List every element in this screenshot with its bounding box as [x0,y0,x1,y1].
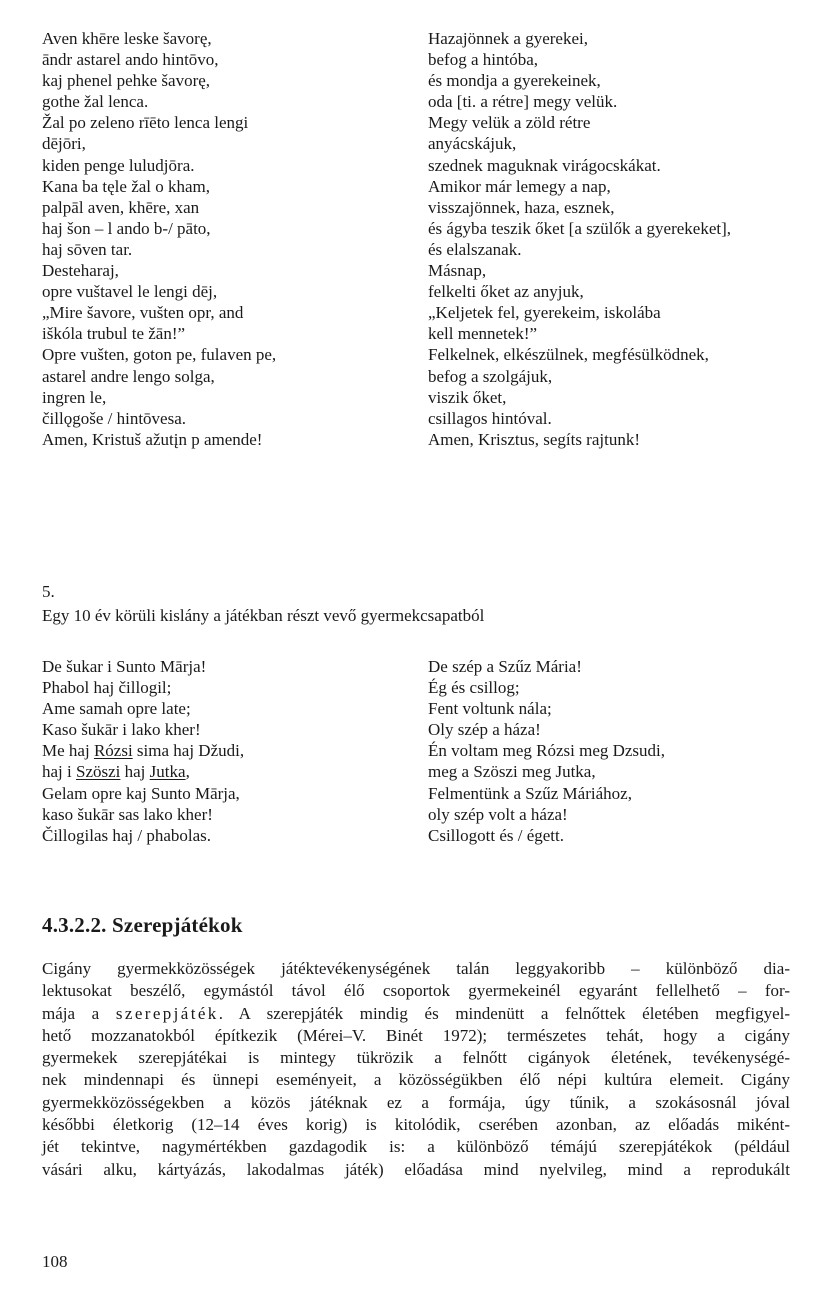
paragraph-line [42,1003,790,1025]
translation-line: meg a Szöszi meg Jutka, [428,762,596,782]
translation-line: felkelti őket az anyjuk, [428,282,584,302]
song2-hungarian-column [428,656,665,846]
translation-line: Másnap, [428,261,487,281]
verse-line: kiden penge luludjōra. [42,155,195,175]
translation-line: kell mennetek!” [428,324,538,344]
verse-line: gothe žal lenca. [42,92,149,112]
paragraph-line [42,980,790,1002]
paragraph-text: lektusokat beszélő, egymástól távol élő csoportok gyermekeinél egyaránt fellelhető – for- [42,981,790,1001]
underlined-name: Rózsi [93,741,133,761]
paragraph-line [42,1025,790,1047]
verse-line: haj sōven tar. [42,239,133,259]
translation-line: Amen, Krisztus, segíts rajtunk! [428,429,640,449]
song-caption: Egy 10 év körüli kislány a játékban részt vevő gyermekcsapatból [42,606,485,625]
paragraph-text: jét tekintve, nagymértékben gazdagodik is: a különböző témájú szerepjátékok (például [42,1137,790,1157]
verse-line: Čillogilas haj / phabolas. [42,825,212,845]
paragraph-line [42,1069,790,1091]
song-number: 5. [42,582,55,601]
verse-line: palpāl aven, khēre, xan [42,197,200,217]
page-number: 108 [42,1252,68,1271]
translation-line: Felmentünk a Szűz Máriához, [428,783,632,803]
verse-text: sima haj Džudi, [132,741,245,761]
paragraph-line [42,1047,790,1069]
paragraph-line [42,1114,790,1136]
paragraph-line [42,1092,790,1114]
paragraph-line [42,958,790,980]
verse-line: čillǫgoše / hintōvesa. [42,408,187,428]
paragraph-text: gyermekközösségekben a közös játéknak ez a formája, úgy tűnik, a szokásosnál jóval [42,1092,790,1112]
translation-line: szednek maguknak virágocskákat. [428,155,661,175]
verse-text: , [185,762,190,782]
paragraph-line [42,1136,790,1158]
underlined-name: Szöszi [76,762,121,782]
verse-line: ingren le, [42,387,107,407]
translation-line: és mondja a gyerekeinek, [428,71,601,91]
paragraph-text: későbbi életkorig (12–14 éves korig) is kitolódik, cserében azonban, az előadás miként- [42,1115,790,1135]
translation-line: Én voltam meg Rózsi meg Dzsudi, [428,741,666,761]
translation-line: Hazajönnek a gyerekei, [428,29,588,48]
verse-line: opre vuštavel le lengi dēj, [42,282,218,302]
translation-line: oda [ti. a rétre] megy velük. [428,92,618,112]
verse-line: astarel andre lengo solga, [42,366,215,386]
paragraph-line [42,1159,790,1181]
translation-line: és elalszanak. [428,239,522,259]
verse-line: iškóla trubul te žān!” [42,324,186,344]
verse-line: Kana ba tęle žal o kham, [42,176,211,196]
verse-line: Žal po zeleno rīēto lenca lengi [42,113,249,133]
paragraph-text: Cigány gyermekközösségek játéktevékenységének talán leggyakoribb – különböző dia- [42,959,790,978]
verse-line: kaj phenel pehke šavorę, [42,71,211,91]
paragraph-text: mája a [42,1003,116,1023]
paragraph-text: gyermekek szerepjátékai is mintegy tükrözik a felnőtt cigányok életének, tevékenységé- [42,1048,790,1068]
paragraph-text: vásári alku, kártyázás, lakodalmas játék) előadása mind nyelvileg, mind a reprodukált [42,1159,790,1179]
section-paragraph [42,958,790,1181]
song1-romani-column [42,28,276,450]
underlined-name: Jutka [149,762,186,782]
verse-line: kaso šukār sas lako kher! [42,804,213,824]
translation-line: „Keljetek fel, gyerekeim, iskolába [428,303,661,323]
verse-line: Phabol haj čillogil; [42,678,172,698]
song1-hungarian-column [428,28,731,450]
translation-line: Fent voltunk nála; [428,699,552,719]
verse-line: haj šon – l ando b-/ pāto, [42,218,211,238]
verse-line: Opre vušten, goton pe, fulaven pe, [42,345,277,365]
verse-text: Me haj [42,741,94,761]
translation-line: Amikor már lemegy a nap, [428,176,611,196]
verse-line: Gelam opre kaj Sunto Mārja, [42,783,240,803]
section-heading: 4.3.2.2. Szerepjátékok [42,913,243,937]
paragraph-text: hető mozzanatokból építkezik (Mérei–V. Binét 1972); természetes tehát, hogy a cigány [42,1025,790,1045]
verse-line: Kaso šukār i lako kher! [42,720,201,740]
translation-line: befog a szolgájuk, [428,366,553,386]
verse-line: Aven khēre leske šavorę, [42,29,212,48]
emphasized-term: szerepjáték [115,1003,219,1023]
song2-romani-column [42,656,244,846]
translation-line: befog a hintóba, [428,50,538,70]
verse-line: āndr astarel ando hintōvo, [42,50,219,70]
translation-line: anyácskájuk, [428,134,517,154]
translation-line: oly szép volt a háza! [428,804,568,824]
translation-line: Csillogott és / égett. [428,825,564,845]
verse-line: Desteharaj, [42,261,119,281]
verse-line: dējōri, [42,134,86,154]
paragraph-text: nek mindennapi és ünnepi eseményeit, a közösségükben élő népi kultúra elemeit. Cigány [42,1070,790,1090]
translation-line: visszajönnek, haza, esznek, [428,197,615,217]
translation-line: és ágyba teszik őket [a szülők a gyerekeket], [428,218,732,238]
translation-line: csillagos hintóval. [428,408,552,428]
translation-line: Megy velük a zöld rétre [428,113,591,133]
verse-text: haj [120,762,150,782]
translation-line: Ég és csillog; [428,678,520,698]
verse-line: De šukar i Sunto Mārja! [42,657,207,676]
verse-line: „Mire šavore, vušten opr, and [42,303,244,323]
verse-line: Ame samah opre late; [42,699,191,719]
translation-line: De szép a Szűz Mária! [428,657,582,676]
paragraph-text: . A szerepjáték mindig és mindenütt a felnőttek életében megfigyel- [218,1003,790,1023]
translation-line: Oly szép a háza! [428,720,541,740]
verse-line: Amen, Kristuš ažutįn p amende! [42,429,263,449]
translation-line: viszik őket, [428,387,507,407]
translation-line: Felkelnek, elkészülnek, megfésülködnek, [428,345,709,365]
verse-text: haj i [42,762,76,782]
verse-line [42,740,244,761]
verse-line [42,761,244,782]
